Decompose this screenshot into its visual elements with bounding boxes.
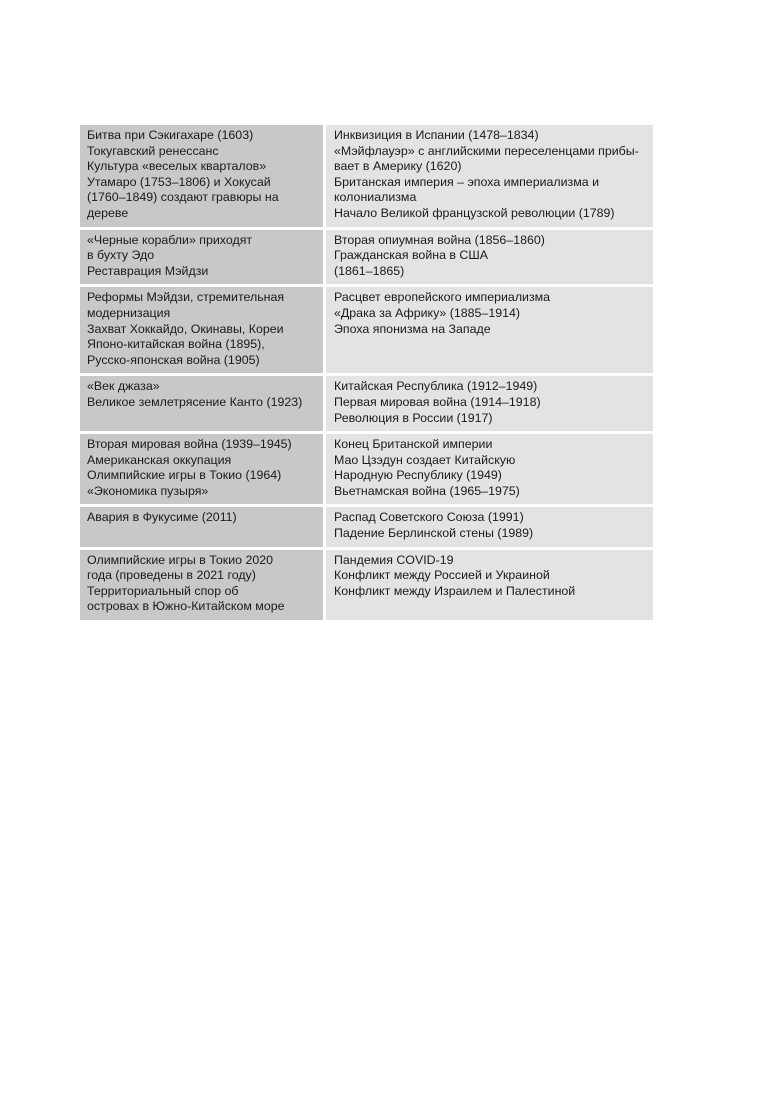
world-event-line: Народную Республику (1949) (334, 468, 502, 483)
japan-events-cell (80, 230, 326, 288)
world-event-line: Китайская Республика (1912–1949) (334, 379, 538, 394)
japan-event-line: Токугавский ренессанс (87, 143, 219, 158)
japan-event-line: Олимпийские игры в Токио (1964) (87, 468, 282, 483)
world-event-line: Инквизиция в Испании (1478–1834) (334, 128, 539, 142)
world-event-line: Падение Берлинской стены (1989) (334, 526, 534, 541)
japan-event-line: Японо-китайская война (1895), (87, 337, 265, 352)
japan-event-line: Американская оккупация (87, 452, 232, 467)
japan-events-cell (80, 125, 326, 230)
japan-event-line: Русско-японская война (1905) (87, 352, 260, 367)
world-events-cell (326, 376, 653, 434)
japan-events-cell (80, 287, 326, 376)
japan-event-line: Вторая мировая война (1939–1945) (87, 437, 292, 452)
world-event-line: Начало Великой французской революции (1789) (334, 205, 615, 220)
japan-event-line: дереве (87, 205, 129, 220)
world-events-cell (326, 230, 653, 288)
japan-event-line: Территориальный спор об (87, 583, 239, 598)
japan-event-line: Авария в Фукусиме (2011) (87, 510, 237, 525)
world-events-cell (326, 550, 653, 623)
world-event-line: Конфликт между Россией и Украиной (334, 568, 550, 583)
japan-event-line: Захват Хоккайдо, Окинавы, Кореи (87, 321, 284, 336)
japan-event-line: «Черные корабли» приходят (87, 232, 253, 247)
world-events-cell (326, 507, 653, 549)
japan-event-line: Утамаро (1753–1806) и Хокусай (87, 174, 271, 189)
world-event-line: вает в Америку (1620) (334, 159, 462, 174)
table-row (80, 376, 653, 434)
world-event-line: колониализма (334, 190, 417, 205)
world-event-line: Мао Цзэдун создает Китайскую (334, 452, 516, 467)
japan-event-line: модернизация (87, 305, 171, 320)
timeline-table-body (80, 125, 653, 623)
table-row (80, 507, 653, 549)
japan-event-line: Реставрация Мэйдзи (87, 263, 209, 278)
japan-events-cell (80, 507, 326, 549)
world-event-line: Гражданская война в США (334, 248, 489, 263)
world-event-line: «Мэйфлауэр» с английскими переселенцами прибы- (334, 143, 639, 158)
japan-event-line: Битва при Сэкигахаре (1603) (87, 128, 254, 142)
world-events-cell (326, 434, 653, 507)
japan-event-line: Культура «веселых кварталов» (87, 159, 267, 174)
world-event-line: Революция в России (1917) (334, 410, 493, 425)
japan-event-line: в бухту Эдо (87, 248, 155, 263)
timeline-table (80, 125, 653, 623)
japan-events-cell (80, 434, 326, 507)
world-events-cell (326, 287, 653, 376)
japan-events-cell (80, 550, 326, 623)
world-event-line: (1861–1865) (334, 263, 405, 278)
japan-event-line: (1760–1849) создают гравюры на (87, 190, 279, 205)
japan-event-line: «Экономика пузыря» (87, 483, 209, 498)
japan-event-line: Реформы Мэйдзи, стремительная (87, 290, 285, 305)
table-row (80, 287, 653, 376)
world-event-line: Британская империя – эпоха империализма и (334, 174, 600, 189)
table-row (80, 550, 653, 623)
world-event-line: Распад Советского Союза (1991) (334, 510, 524, 525)
table-row (80, 230, 653, 288)
world-event-line: Вьетнамская война (1965–1975) (334, 483, 520, 498)
world-event-line: Первая мировая война (1914–1918) (334, 394, 541, 409)
world-event-line: Конфликт между Израилем и Палестиной (334, 583, 576, 598)
japan-event-line: «Век джаза» (87, 379, 160, 394)
world-event-line: Пандемия COVID-19 (334, 552, 454, 567)
japan-event-line: Олимпийские игры в Токио 2020 (87, 552, 274, 567)
world-event-line: Расцвет европейского империализма (334, 290, 551, 305)
world-event-line: Эпоха японизма на Западе (334, 321, 491, 336)
japan-event-line: года (проведены в 2021 году) (87, 568, 256, 583)
table-row (80, 434, 653, 507)
world-event-line: Конец Британской империи (334, 437, 493, 452)
world-event-line: Вторая опиумная война (1856–1860) (334, 232, 545, 247)
japan-event-line: Великое землетрясение Канто (1923) (87, 394, 303, 409)
japan-event-line: островах в Южно-Китайском море (87, 599, 285, 614)
table-row (80, 125, 653, 230)
world-events-cell (326, 125, 653, 230)
japan-events-cell (80, 376, 326, 434)
world-event-line: «Драка за Африку» (1885–1914) (334, 305, 521, 320)
